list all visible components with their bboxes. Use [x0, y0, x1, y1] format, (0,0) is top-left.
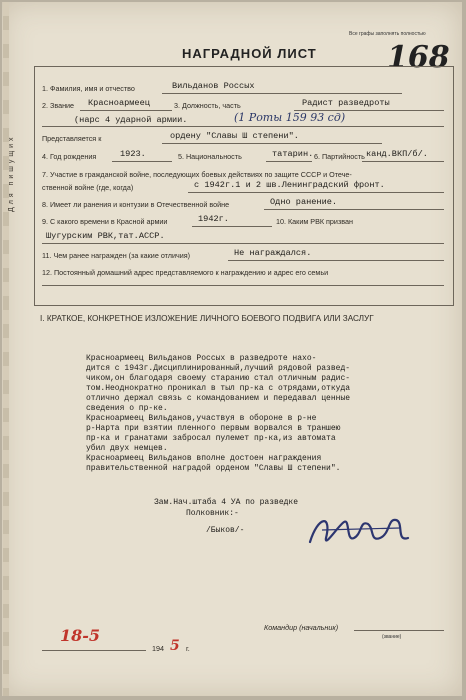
field-6-underline	[362, 161, 444, 162]
field-5-underline	[266, 161, 312, 162]
body-line-2: дится с 1943г.Дисциплинированный,лучший рядовой развед-	[86, 364, 351, 373]
date-year-suffix: г.	[186, 644, 190, 653]
field-4-underline	[112, 161, 172, 162]
body-line-12: правительственной наградой орденом "Славы Ш степени".	[86, 464, 341, 473]
handwritten-unit: (1 Роты 159 93 сд)	[234, 111, 346, 124]
body-line-3: чиком,он благодаря своему старанию стал отличным радис-	[86, 374, 351, 383]
body-line-9: пр-ка и гранатами забросал пулемет пр-ка,из автомата	[86, 434, 336, 443]
award-sheet	[2, 2, 462, 696]
body-line-10: убил двух немцев.	[86, 444, 168, 453]
presented-underline	[162, 143, 382, 144]
field-12-underline	[42, 285, 444, 286]
field-2-value: Красноармеец	[88, 98, 150, 108]
document-title: НАГРАДНОЙ ЛИСТ	[182, 46, 317, 61]
handwritten-date-day: 18-5	[60, 626, 101, 645]
body-line-8: р-Нарта при взятии пленного первым ворвался в траншею	[86, 424, 341, 433]
field-5-value: татарин.	[272, 149, 314, 159]
field-3-line2	[42, 126, 444, 127]
torn-edge	[3, 2, 9, 696]
field-8-label: 8. Имеет ли ранения и контузии в Отечественной войне	[42, 200, 230, 209]
presented-value: ордену "Славы Ш степени".	[170, 131, 299, 141]
field-7-underline	[188, 192, 444, 193]
date-year-prefix: 194	[152, 644, 164, 653]
field-4-label: 4. Год рождения	[42, 152, 97, 161]
field-7-label-cont: ственной войне (где, когда)	[42, 183, 134, 192]
field-7-value: с 1942г.1 и 2 шв.Ленинградский фронт.	[194, 180, 385, 190]
commander-label: Командир (начальник)	[264, 623, 339, 632]
field-11-label: 11. Чем ранее награжден (за какие отличия)	[42, 251, 191, 260]
field-3-label: 3. Должность, часть	[174, 101, 241, 110]
field-6-label: 6. Партийность	[314, 152, 365, 161]
field-9-label: 9. С какого времени в Красной армии	[42, 217, 168, 226]
body-line-6: сведения о пр-ке.	[86, 404, 168, 413]
body-line-7: Красноармеец Вильданов,участвуя в обороне в р-не	[86, 414, 317, 423]
field-10-label: 10. Каким РВК призван	[276, 217, 353, 226]
presented-label: Представляется к	[42, 134, 102, 143]
field-7-label: 7. Участие в гражданской войне, последующих боевых действиях по защите СССР и Отече-	[42, 170, 352, 179]
field-5-label: 5. Национальность	[178, 152, 242, 161]
field-9-value: 1942г.	[198, 214, 229, 224]
field-2-label: 2. Звание	[42, 101, 75, 110]
field-12-label: 12. Постоянный домашний адрес представляемого к награждению и адрес его семьи	[42, 268, 329, 277]
field-8-value: Одно ранение.	[270, 197, 338, 207]
field-4-value: 1923.	[120, 149, 146, 159]
field-11-underline	[228, 260, 444, 261]
handwritten-signature	[304, 508, 412, 554]
signatory-rank: Полковник:-	[186, 509, 239, 518]
field-11-value: Не награждался.	[234, 248, 312, 258]
field-1-underline	[162, 93, 402, 94]
field-8-underline	[264, 209, 444, 210]
field-1-value: Вильданов Россых	[172, 81, 255, 91]
signatory-title: Зам.Нач.штаба 4 УА по разведке	[154, 498, 299, 507]
handwritten-number: 168	[387, 40, 450, 75]
body-line-1: Красноармеец Вильданов Россых в разведроте нахо-	[86, 354, 317, 363]
body-line-4: том.Неоднократно проникал в тыл пр-ка с отрядами,откуда	[86, 384, 351, 393]
field-9-underline	[192, 226, 272, 227]
header-note: Все графы заполнять полностью	[349, 31, 426, 37]
cut-line-note: Для пишущих	[8, 134, 15, 212]
field-2-underline	[80, 110, 172, 111]
signatory-name: /Быков/-	[206, 526, 245, 535]
handwritten-date-year: 5	[170, 638, 180, 654]
field-3-value: Радист разведроты	[302, 98, 390, 108]
field-6-value: канд.ВКП/б/.	[366, 149, 428, 159]
field-1-label: 1. Фамилия, имя и отчество	[42, 84, 135, 93]
field-10-underline	[42, 243, 444, 244]
body-line-5: отлично держал связь с командованием и передавал ценные	[86, 394, 351, 403]
commander-underline	[354, 630, 444, 631]
section-1-title: I. КРАТКОЕ, КОНКРЕТНОЕ ИЗЛОЖЕНИЕ ЛИЧНОГО БОЕВОГО ПОДВИГА ИЛИ ЗАСЛУГ	[40, 314, 374, 323]
rank-caption: (звание)	[382, 634, 402, 640]
field-10-value: Шугурским РВК,тат.АССР.	[46, 231, 165, 241]
body-line-11: Красноармеец Вильданов вполне достоен награждения	[86, 454, 322, 463]
date-underline	[42, 650, 146, 651]
field-3-value-cont: (нарс 4 ударной армии.	[74, 115, 188, 125]
